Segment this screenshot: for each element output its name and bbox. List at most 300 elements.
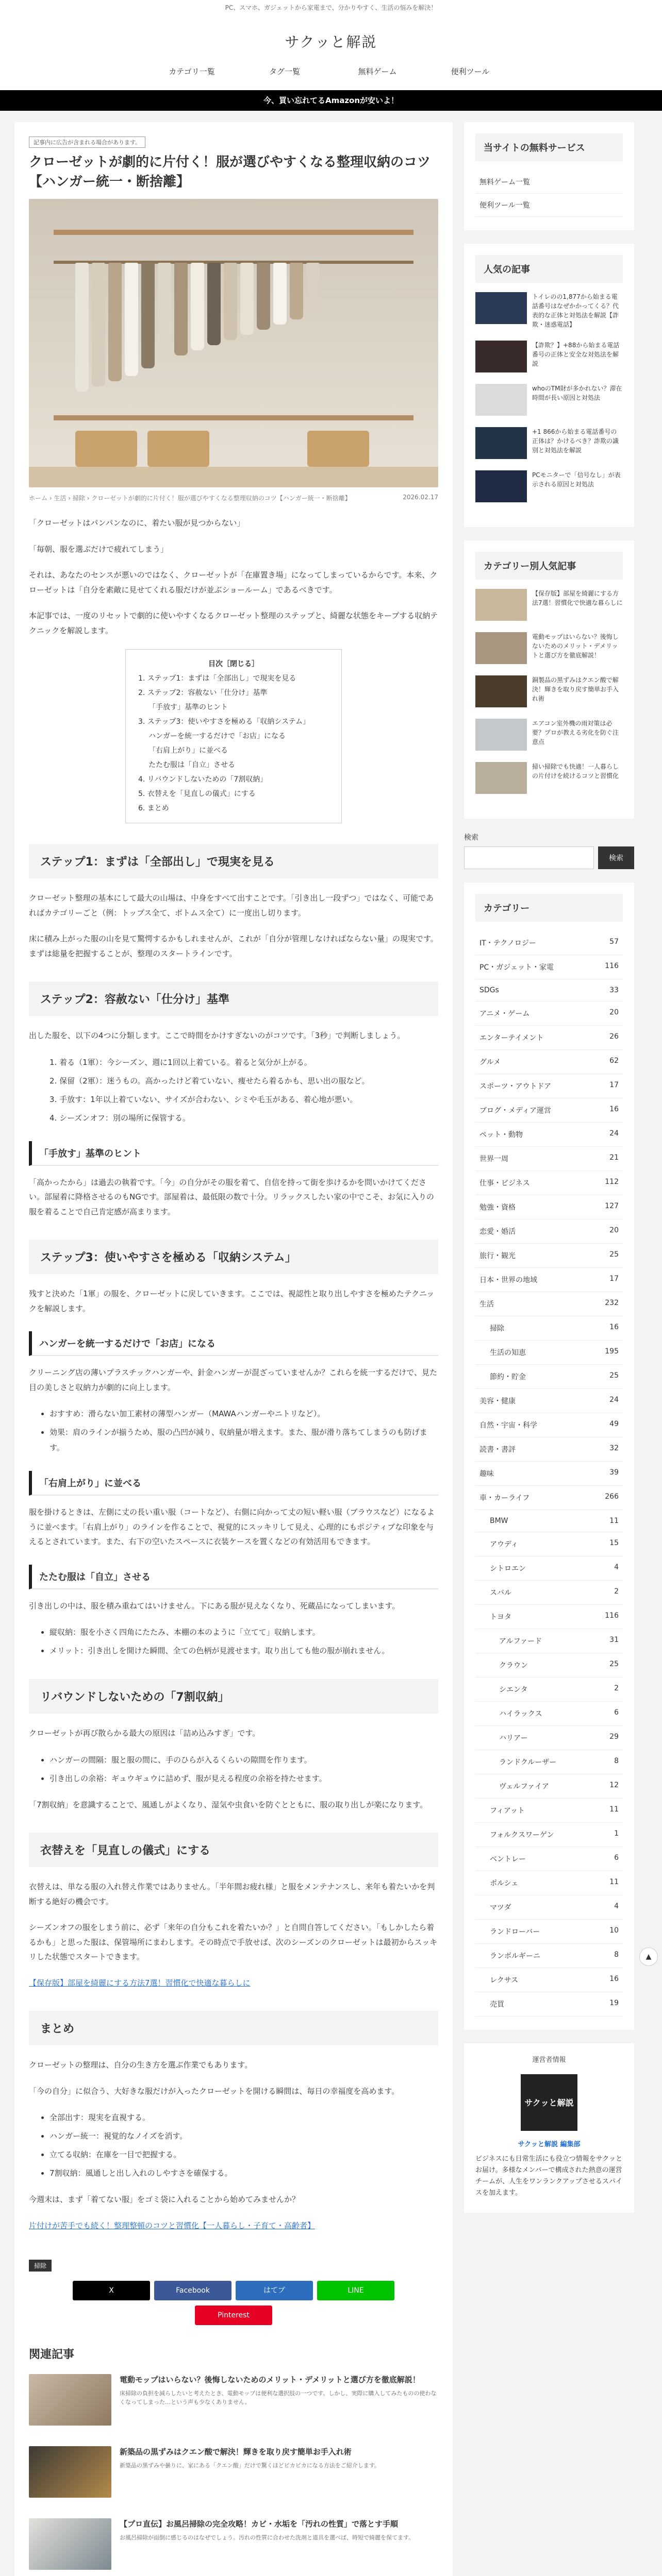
category-count: 4 xyxy=(614,1563,619,1571)
category-item[interactable] xyxy=(475,1992,623,2016)
popular-post[interactable] xyxy=(475,427,623,459)
garment xyxy=(257,263,270,330)
post-thumbnail[interactable] xyxy=(475,675,527,707)
category-name[interactable]: 節約・貯金 xyxy=(490,1373,526,1381)
category-name[interactable]: 車・カーライフ xyxy=(479,1494,530,1502)
post-title[interactable]: +1 866から始まる電話番号の正体は？かけるべき？詐欺の識別と対処法を解説 xyxy=(532,428,619,454)
category-item[interactable] xyxy=(475,1629,623,1653)
subsection-heading: 「右肩上がり」に並べる xyxy=(29,1471,438,1496)
toc-item[interactable]: 「右肩上がり」に並べる xyxy=(148,747,228,755)
post-thumbnail[interactable] xyxy=(475,470,527,502)
category-count: 20 xyxy=(609,1226,619,1234)
related-item[interactable] xyxy=(29,2374,438,2426)
related-item[interactable] xyxy=(29,2518,438,2570)
category-name[interactable]: ランドローバー xyxy=(490,1928,540,1936)
category-count: 10 xyxy=(609,1926,619,1935)
category-item[interactable] xyxy=(475,1123,623,1147)
category-count: 2 xyxy=(614,1587,619,1596)
category-name[interactable]: 勉強・資格 xyxy=(479,1204,516,1212)
category-count: 266 xyxy=(605,1493,619,1501)
garment xyxy=(240,263,254,335)
category-item[interactable] xyxy=(475,1244,623,1268)
category-name[interactable]: フォルクスワーゲン xyxy=(490,1831,554,1839)
widget-title: 当サイトの無料サービス xyxy=(475,133,623,161)
category-count: 21 xyxy=(609,1154,619,1162)
section-heading: ステップ2：容赦ない「仕分け」基準 xyxy=(29,981,438,1016)
toc-title[interactable]: 目次［閉じる］ xyxy=(208,660,259,669)
category-count: 11 xyxy=(609,1517,619,1525)
category-item[interactable] xyxy=(475,1702,623,1726)
category-item[interactable] xyxy=(475,1895,623,1920)
paragraph: クリーニング店の薄いプラスチックハンガーや、針金ハンガーが混ざっていませんか？これらを統一するだけで、見た目の美しさと収納力が劇的に向上します。 xyxy=(29,1368,438,1392)
category-name[interactable]: フィアット xyxy=(490,1807,525,1815)
category-count: 26 xyxy=(609,1032,619,1041)
paragraph: 服を掛けるときは、左側に丈の長い重い服（コートなど）、右側に向かって丈の短い軽い服（ブラウスなど）になるように並べます。「右肩上がり」のラインを作ることで、視覚的にスッキリして見え、心理的にもポジティブな印象を与えるとされています。また、右下の空いたスペースに衣装ケースを置くなどの有効活用もできます。 xyxy=(29,1507,435,1547)
category-name[interactable]: スバル xyxy=(490,1589,511,1597)
category-count: 12 xyxy=(609,1781,619,1789)
category-item[interactable] xyxy=(475,979,623,1002)
category-name[interactable]: BMW xyxy=(490,1517,508,1525)
category-post[interactable] xyxy=(475,589,623,621)
nav-tools[interactable]: 便利ツール xyxy=(451,67,490,76)
category-name[interactable]: アルファード xyxy=(499,1637,542,1646)
related-title: 関連記事 xyxy=(29,2348,75,2362)
category-item[interactable] xyxy=(475,955,623,979)
category-name[interactable]: レクサス xyxy=(490,1976,519,1985)
breadcrumb-trail[interactable]: ホーム › 生活 › 掃除 › クローゼットが劇的に片付く！服が選びやすくなる整理収納のコツ【ハンガー統一・断捨離】 xyxy=(29,495,351,502)
garment xyxy=(75,263,89,392)
post-title[interactable]: エアコン室外機の雨対策は必要？プロが教える劣化を防ぐ注意点 xyxy=(532,720,619,745)
related-item-desc: 新築品の黒ずみや曇りに、家にある「クエン酸」だけで驚くほどピカピカになる方法をご紹介します。 xyxy=(120,2462,380,2469)
category-count: 19 xyxy=(609,1999,619,2007)
category-count: 11 xyxy=(609,1805,619,1814)
category-name[interactable]: スポーツ・アウトドア xyxy=(479,1082,552,1091)
category-item[interactable] xyxy=(475,1365,623,1389)
closet-lower-shelf xyxy=(54,415,414,420)
category-count: 25 xyxy=(609,1250,619,1259)
paragraph: 「7割収納」を意識することで、風通しがよくなり、湿気や虫食いを防ぐとともに、服の取り出しが楽になります。 xyxy=(29,1800,428,1809)
post-thumbnail[interactable] xyxy=(475,762,527,794)
share-hatena-button[interactable]: はてブ xyxy=(236,2281,313,2300)
category-name[interactable]: ヴェルファイア xyxy=(499,1783,549,1791)
share-buttons-row2 xyxy=(29,2306,438,2325)
storage-basket xyxy=(307,431,369,467)
category-post[interactable] xyxy=(475,632,623,664)
category-name[interactable]: 旅行・観光 xyxy=(479,1252,516,1260)
site-tagline: PC、スマホ、ガジェットから家電まで、分かりやすく、生活の悩みを解決！ xyxy=(0,0,662,15)
category-name[interactable]: 売買 xyxy=(490,2001,504,2009)
list-item: • 引き出しの余裕：ギュウギュウに詰めず、服が見える程度の余裕を持たせます。 xyxy=(49,1771,438,1786)
category-list xyxy=(475,931,623,2016)
garment xyxy=(108,263,122,381)
category-item[interactable] xyxy=(475,1532,623,1556)
garment xyxy=(224,263,237,340)
list-item: • 縦収納：服を小さく四角にたたみ、本棚の本のように「立てて」収納します。 xyxy=(49,1624,438,1640)
category-item[interactable] xyxy=(475,1050,623,1074)
post-thumbnail[interactable] xyxy=(475,384,527,416)
subsection-heading: 「手放す」基準のヒント xyxy=(29,1141,438,1166)
category-item[interactable] xyxy=(475,1002,623,1026)
category-count: 8 xyxy=(614,1951,619,1959)
category-name[interactable]: 仕事・ビジネス xyxy=(479,1179,530,1188)
post-thumbnail[interactable] xyxy=(475,719,527,751)
post-title[interactable]: PCモニターで「信号なし」が表示される原因と対処法 xyxy=(532,471,621,488)
list-item: • 立てる収納：在庫を一目で把握する。 xyxy=(49,2147,438,2162)
paragraph: 「高かったから」は過去の執着です。「今」の自分がその服を着て、自信を持って街を歩けるかを問いかけてください。部屋着に降格させるのもNGです。部屋着は、最低限の数で十分。リラックスしたい家の中でこそ、お気に入りの服を着ることで自己肯定感が高まります。 xyxy=(29,1177,434,1216)
content-wrap xyxy=(0,122,662,2576)
summary-list xyxy=(29,2110,438,2181)
site-title[interactable]: サクッと解説 xyxy=(285,33,377,50)
category-item[interactable] xyxy=(475,1462,623,1486)
category-count: 29 xyxy=(609,1733,619,1741)
related-item-title[interactable]: 【プロ直伝】お風呂掃除の完全攻略！カビ・水垢を「汚れの性質」で落とす手順 xyxy=(120,2519,399,2529)
paragraph: クローゼット整理の基本にして最大の山場は、中身をすべて出すことです。「引き出し一段ずつ」ではなく、可能であればカテゴリーごと（例：トップス全て、ボトムス全て）に一度出し切ります。 xyxy=(29,893,434,918)
category-item[interactable] xyxy=(475,1026,623,1050)
garment xyxy=(174,263,188,355)
category-count: 31 xyxy=(609,1636,619,1644)
toc-item[interactable]: ハンガーを統一するだけで「お店」になる xyxy=(148,732,286,741)
toc-item[interactable]: 5. 衣替えを「見直しの儀式」にする xyxy=(138,790,256,799)
category-name[interactable]: ハリアー xyxy=(499,1734,528,1742)
paragraph: それは、あなたのセンスが悪いのではなく、クローゼットが「在庫置き場」になってしまっているからです。本来、クローゼットは「自分を素敵に見せてくれる服だけが並ぶショールーム」であるべきです。 xyxy=(29,570,438,595)
category-name[interactable]: 自然・宇宙・科学 xyxy=(479,1421,537,1430)
garment xyxy=(141,263,155,368)
paragraph: 引き出しの中は、服を積み重ねてはいけません。下にある服が見えなくなり、死蔵品になってしまいます。 xyxy=(29,1601,400,1611)
author-avatar: サクッと解説 xyxy=(521,2074,577,2131)
widget-title: カテゴリー別人気記事 xyxy=(475,552,623,580)
category-name[interactable]: 掃除 xyxy=(490,1325,504,1333)
category-item[interactable] xyxy=(475,1074,623,1098)
post-thumbnail[interactable] xyxy=(475,341,527,372)
toc-item[interactable]: 4. リバウンドしないための「7割収納」 xyxy=(138,775,268,784)
list-item: 4. シーズンオフ：別の場所に保管する。 xyxy=(49,1113,190,1123)
list-item: 1. 着る（1軍）：今シーズン、週に1回以上着ている。着ると気分が上がる。 xyxy=(49,1057,312,1067)
stand-list xyxy=(29,1624,438,1658)
post-thumbnail[interactable] xyxy=(475,427,527,459)
paragraph: 床に積み上がった服の山を見て驚愕するかもしれませんが、これが「自分が管理しなければならない量」の現実です。まずは総量を把握することが、整理のスタートラインです。 xyxy=(29,934,438,958)
category-name[interactable]: ベントレー xyxy=(490,1855,526,1863)
search-label: 検索 xyxy=(464,834,478,842)
category-count: 25 xyxy=(609,1660,619,1668)
breadcrumb xyxy=(29,494,438,502)
category-name[interactable]: 生活の知恵 xyxy=(490,1349,526,1357)
garment xyxy=(290,263,303,319)
category-post[interactable] xyxy=(475,719,623,751)
category-item[interactable] xyxy=(475,1389,623,1413)
sidebar xyxy=(464,122,634,2576)
paragraph: 出した服を、以下の4つに分類します。ここで時間をかけすぎないのがコツです。「3秒」で判断しましょう。 xyxy=(29,1031,405,1041)
category-item[interactable] xyxy=(475,1171,623,1195)
category-count: 17 xyxy=(609,1081,619,1089)
list-item: • 7割収納：風通しと出し入れのしやすさを確保する。 xyxy=(49,2165,438,2181)
category-item[interactable] xyxy=(475,1510,623,1532)
back-to-top-button[interactable] xyxy=(639,1947,658,1966)
category-post[interactable] xyxy=(475,675,623,707)
paragraph: 「クローゼットはパンパンなのに、着たい服が見つからない」 xyxy=(29,518,245,528)
eyecatch-image xyxy=(29,199,438,487)
toc-item[interactable]: 2. ステップ2：容赦ない「仕分け」基準 xyxy=(138,689,268,698)
category-name[interactable]: アウディ xyxy=(490,1540,518,1549)
category-count: 116 xyxy=(605,962,619,970)
list-item: • 全部出す：現実を直視する。 xyxy=(49,2110,438,2125)
related-thumbnail[interactable] xyxy=(29,2374,111,2426)
ad-notice: 記事内に広告が含まれる場合があります。 xyxy=(29,137,145,148)
category-item[interactable] xyxy=(475,1098,623,1123)
related-item-desc: 床掃除の負担を減らしたいと考えたとき、電動モップは便利な選択肢の一つです。しかし、実際に購入してみたものの使わなくなってしまった…という声も少なくありません。 xyxy=(120,2389,437,2406)
post-title[interactable]: 電動モップはいらない？後悔しないためのメリット・デメリットと選び方を徹底解説！ xyxy=(532,633,619,659)
share-x-button[interactable]: X xyxy=(73,2281,150,2300)
category-count: 15 xyxy=(609,1539,619,1547)
toc-item[interactable]: 1. ステップ1：まずは「全部出し」で現実を見る xyxy=(138,674,296,683)
category-post[interactable] xyxy=(475,762,623,794)
category-item[interactable] xyxy=(475,1581,623,1605)
garment xyxy=(207,263,221,345)
category-name[interactable]: エンターテイメント xyxy=(479,1034,544,1042)
category-name[interactable]: 趣味 xyxy=(479,1470,494,1478)
section-heading: 衣替えを「見直しの儀式」にする xyxy=(29,1833,438,1867)
garment xyxy=(158,263,171,363)
nav-tags[interactable]: タグ一覧 xyxy=(269,67,300,76)
category-count: 232 xyxy=(605,1299,619,1307)
nav-free-games[interactable]: 無料ゲーム xyxy=(358,67,397,76)
category-item[interactable] xyxy=(475,1316,623,1341)
category-count: 57 xyxy=(609,938,619,946)
list-item: • ハンガーの間隔：服と服の間に、手のひらが入るくらいの隙間を作ります。 xyxy=(49,1752,438,1768)
paragraph: 衣替えは、単なる服の入れ替え作業ではありません。「半年間お疲れ様」と服をメンテナンスし、来年も着たいかを判断する絶好の機会です。 xyxy=(29,1882,435,1906)
free-games-link[interactable]: 無料ゲーム一覧 xyxy=(475,171,623,194)
category-item[interactable] xyxy=(475,1556,623,1581)
popular-post[interactable] xyxy=(475,470,623,502)
category-count: 6 xyxy=(614,1854,619,1862)
garment xyxy=(92,263,105,386)
category-item[interactable] xyxy=(475,1944,623,1968)
section-heading: まとめ xyxy=(29,2011,438,2045)
search-widget xyxy=(464,832,634,869)
post-thumbnail[interactable] xyxy=(475,632,527,664)
author-description: ビジネスにも日常生活にも役立つ情報をサクッとお届け。多様なメンバーで構成された熱意の運営チームが、人生をワンランクアップさせるスパイスを加えます。 xyxy=(475,2155,623,2197)
storage-basket xyxy=(147,431,209,467)
global-nav xyxy=(0,62,662,90)
category-item[interactable] xyxy=(475,1437,623,1462)
author-label: 運営者情報 xyxy=(532,2056,566,2064)
category-name[interactable]: ランドクルーザー xyxy=(499,1758,557,1767)
seventy-percent-list xyxy=(29,1752,438,1786)
toc-item[interactable]: 3. ステップ3：使いやすさを極める「収納システム」 xyxy=(138,718,310,726)
category-count: 6 xyxy=(614,1708,619,1717)
category-item[interactable] xyxy=(475,1968,623,1992)
category-name[interactable]: ポルシェ xyxy=(490,1879,519,1888)
category-name[interactable]: マツダ xyxy=(490,1904,511,1912)
category-item[interactable] xyxy=(475,1413,623,1437)
category-count: 39 xyxy=(609,1468,619,1477)
share-pinterest-button[interactable]: Pinterest xyxy=(195,2306,272,2325)
category-count: 4 xyxy=(614,1902,619,1910)
free-services-widget xyxy=(464,122,634,230)
table-of-contents xyxy=(125,649,342,823)
category-item[interactable] xyxy=(475,1677,623,1702)
category-name[interactable]: 日本・世界の地域 xyxy=(479,1276,537,1284)
garment xyxy=(273,263,287,325)
garment xyxy=(306,263,320,314)
category-name[interactable]: SDGs xyxy=(479,986,499,994)
category-name[interactable]: 読書・書評 xyxy=(479,1446,516,1454)
category-item[interactable] xyxy=(475,1799,623,1823)
share-facebook-button[interactable]: Facebook xyxy=(154,2281,231,2300)
category-item[interactable] xyxy=(475,1219,623,1244)
subsection-heading: たたむ服は「自立」させる xyxy=(29,1565,438,1589)
garment xyxy=(191,263,204,350)
category-name[interactable]: シエンタ xyxy=(499,1686,528,1694)
category-count: 1 xyxy=(614,1829,619,1838)
category-item[interactable] xyxy=(475,1195,623,1219)
category-count: 33 xyxy=(609,986,619,994)
chevron-up-icon: ▲ xyxy=(646,1953,652,1961)
closet-shelf xyxy=(54,230,414,235)
paragraph: 本記事では、一度のリセットで劇的に使いやすくなるクローゼット整理のステップと、綺麗な状態をキープする収納テクニックを解説します。 xyxy=(29,611,438,635)
related-thumbnail[interactable] xyxy=(29,2446,111,2498)
section-heading: ステップ1：まずは「全部出し」で現実を見る xyxy=(29,844,438,878)
floor xyxy=(29,467,438,487)
category-name[interactable]: 生活 xyxy=(479,1300,494,1309)
related-item-desc: お風呂掃除が面倒に感じるのはなぜでしょう。汚れの性質に合わせた洗剤と道具を選べば、時短で綺麗を保てます。 xyxy=(120,2534,415,2541)
category-count: 20 xyxy=(609,1008,619,1016)
category-name[interactable]: 恋愛・婚活 xyxy=(479,1228,516,1236)
category-item[interactable] xyxy=(475,1486,623,1510)
toc-item[interactable]: 「手放す」基準のヒント xyxy=(148,703,228,712)
search-button[interactable]: 検索 xyxy=(598,846,634,869)
category-item[interactable] xyxy=(475,1268,623,1292)
category-item[interactable] xyxy=(475,1847,623,1871)
category-name[interactable]: アニメ・ゲーム xyxy=(479,1010,530,1018)
paragraph: クローゼットの整理は、自分の生き方を選ぶ作業でもあります。 xyxy=(29,2060,253,2070)
post-date: 2026.02.17 xyxy=(403,494,438,501)
internal-link[interactable]: 片付けが苦手でも続く！整理整頓のコツと習慣化【一人暮らし・子育て・高齢者】 xyxy=(29,2221,316,2230)
share-line-button[interactable]: LINE xyxy=(317,2281,394,2300)
category-count: 195 xyxy=(605,1347,619,1355)
list-item: • 効果：肩のラインが揃うため、服の凸凹が減り、収納量が増えます。また、服が滑り落ちてしまうのも防げます。 xyxy=(49,1425,438,1455)
popular-post[interactable] xyxy=(475,341,623,372)
category-name[interactable]: 世界一周 xyxy=(479,1155,508,1163)
category-count: 16 xyxy=(609,1105,619,1113)
paragraph: 「今の自分」に似合う、大好きな服だけが入ったクローゼットを開ける瞬間は、毎日の幸福度を高めます。 xyxy=(29,2086,400,2096)
category-widget xyxy=(464,883,634,2030)
category-name[interactable]: トヨタ xyxy=(490,1613,511,1621)
widget-title: 人気の記事 xyxy=(475,255,623,283)
category-name[interactable]: クラウン xyxy=(499,1662,528,1670)
author-name[interactable]: サクッと解説 編集部 xyxy=(518,2141,581,2149)
category-count: 16 xyxy=(609,1323,619,1331)
category-count: 32 xyxy=(609,1444,619,1452)
category-popular-widget xyxy=(464,540,634,819)
category-count: 49 xyxy=(609,1420,619,1428)
free-tools-link[interactable]: 便利ツール一覧 xyxy=(475,194,623,217)
category-tag[interactable]: 掃除 xyxy=(29,2260,52,2272)
paragraph: 残すと決めた「1軍」の服を、クローゼットに戻していきます。ここでは、視認性と取り出しやすさを極めたテクニックを解説します。 xyxy=(29,1289,435,1313)
paragraph: シーズンオフの服をしまう前に、必ず「来年の自分もこれを着たいか？」と自問自答してください。「もしかしたら着るかも」と思った服は、保管場所にまわします。その時点で手放せば、次のシーズンのクローゼットは最初からスッキリした状態でスタートできます。 xyxy=(29,1923,438,1962)
category-item[interactable] xyxy=(475,1823,623,1847)
category-name[interactable]: グルメ xyxy=(479,1058,501,1066)
related-item[interactable] xyxy=(29,2446,438,2498)
site-header xyxy=(0,15,662,62)
category-count: 25 xyxy=(609,1371,619,1380)
toc-item[interactable]: たたむ服は「自立」させる xyxy=(148,761,235,770)
category-count: 24 xyxy=(609,1396,619,1404)
list-item: • メリット：引き出しを開けた瞬間、全ての色柄が見渡せます。取り出しても他の服が崩れません。 xyxy=(49,1643,438,1658)
nav-categories[interactable]: カテゴリ一覧 xyxy=(169,67,215,76)
category-name[interactable]: ペット・動物 xyxy=(479,1131,523,1139)
category-name[interactable]: PC・ガジェット・家電 xyxy=(479,963,554,972)
category-name[interactable]: IT・テクノロジー xyxy=(479,939,536,947)
category-name[interactable]: ブログ・メディア運営 xyxy=(479,1107,551,1115)
sort-list xyxy=(29,1055,438,1126)
popular-post[interactable] xyxy=(475,384,623,416)
share-buttons xyxy=(29,2281,438,2300)
list-item: • おすすめ：滑らない加工素材の薄型ハンガー（MAWAハンガーやニトリなど）。 xyxy=(49,1406,438,1421)
category-name[interactable]: ランボルギーニ xyxy=(490,1952,540,1960)
category-item[interactable] xyxy=(475,1920,623,1944)
related-item-title[interactable]: 新築品の黒ずみはクエン酸で解決！輝きを取り戻す簡単お手入れ術 xyxy=(120,2447,352,2457)
category-name[interactable]: 美容・健康 xyxy=(479,1397,516,1405)
category-item[interactable] xyxy=(475,1341,623,1365)
category-item[interactable] xyxy=(475,1147,623,1171)
related-item-title[interactable]: 電動モップはいらない？後悔しないためのメリット・デメリットと選び方を徹底解説！ xyxy=(120,2375,420,2385)
amazon-promo-banner[interactable]: 今、買い忘れてるAmazonが安いよ！ xyxy=(0,90,662,111)
storage-basket xyxy=(75,431,137,467)
list-item: 2. 保留（2軍）：迷うもの。高かったけど着ていない、痩せたら着るかも、思い出の服など。 xyxy=(49,1076,370,1086)
category-count: 112 xyxy=(605,1178,619,1186)
category-name[interactable]: シトロエン xyxy=(490,1565,526,1573)
internal-link[interactable]: 【保存版】部屋を綺麗にする方法7選！習慣化で快適な暮らしに xyxy=(29,1978,251,1988)
category-item[interactable] xyxy=(475,1774,623,1799)
category-count: 62 xyxy=(609,1057,619,1065)
search-input[interactable] xyxy=(464,846,594,869)
post-title[interactable]: 【保存版】部屋を綺麗にする方法7選！習慣化で快適な暮らしに xyxy=(532,590,623,606)
related-thumbnail[interactable] xyxy=(29,2518,111,2570)
category-item[interactable] xyxy=(475,1750,623,1774)
post-thumbnail[interactable] xyxy=(475,292,527,324)
category-count: 16 xyxy=(609,1975,619,1983)
section-heading: ステップ3：使いやすさを極める「収納システム」 xyxy=(29,1240,438,1274)
post-title[interactable]: 銅製品の黒ずみはクエン酸で解決！輝きを取り戻す簡単お手入れ術 xyxy=(532,676,619,702)
toc-item[interactable]: 6. まとめ xyxy=(138,804,169,813)
category-item[interactable] xyxy=(475,1653,623,1677)
post-title[interactable]: 【詐欺？】+88から始まる電話番号の正体と安全な対処法を解説 xyxy=(532,342,620,367)
category-item[interactable] xyxy=(475,1292,623,1316)
category-item[interactable] xyxy=(475,931,623,955)
category-name[interactable]: ハイラックス xyxy=(499,1710,542,1718)
widget-title: カテゴリー xyxy=(475,894,623,922)
category-item[interactable] xyxy=(475,1871,623,1895)
post-title[interactable]: whoのTM財が多かれない？滞在時間が長い原因と対処法 xyxy=(532,385,622,401)
popular-post[interactable] xyxy=(475,292,623,329)
post-thumbnail[interactable] xyxy=(475,589,527,621)
category-count: 17 xyxy=(609,1275,619,1283)
garment xyxy=(125,263,138,376)
category-item[interactable] xyxy=(475,1605,623,1629)
post-title[interactable]: トイレのの1,877から始まる電話番号はなぜかかってくる？代表的な正体と対処法を解説【詐欺・迷惑電話】 xyxy=(532,293,619,328)
post-title[interactable]: 掃い掃除でも快適！一人暮らしの片付けを続けるコツと習慣化 xyxy=(532,763,619,779)
popular-posts-widget xyxy=(464,244,634,527)
category-count: 24 xyxy=(609,1129,619,1138)
category-count: 127 xyxy=(605,1202,619,1210)
paragraph: 今週末は、まず「着てない服」をゴミ袋に入れることから始めてみませんか？ xyxy=(29,2195,300,2205)
hanger-list xyxy=(29,1406,438,1455)
article-body xyxy=(29,516,438,2233)
category-item[interactable] xyxy=(475,1726,623,1750)
category-count: 11 xyxy=(609,1878,619,1886)
category-count: 2 xyxy=(614,1684,619,1692)
author-widget xyxy=(464,2043,634,2213)
